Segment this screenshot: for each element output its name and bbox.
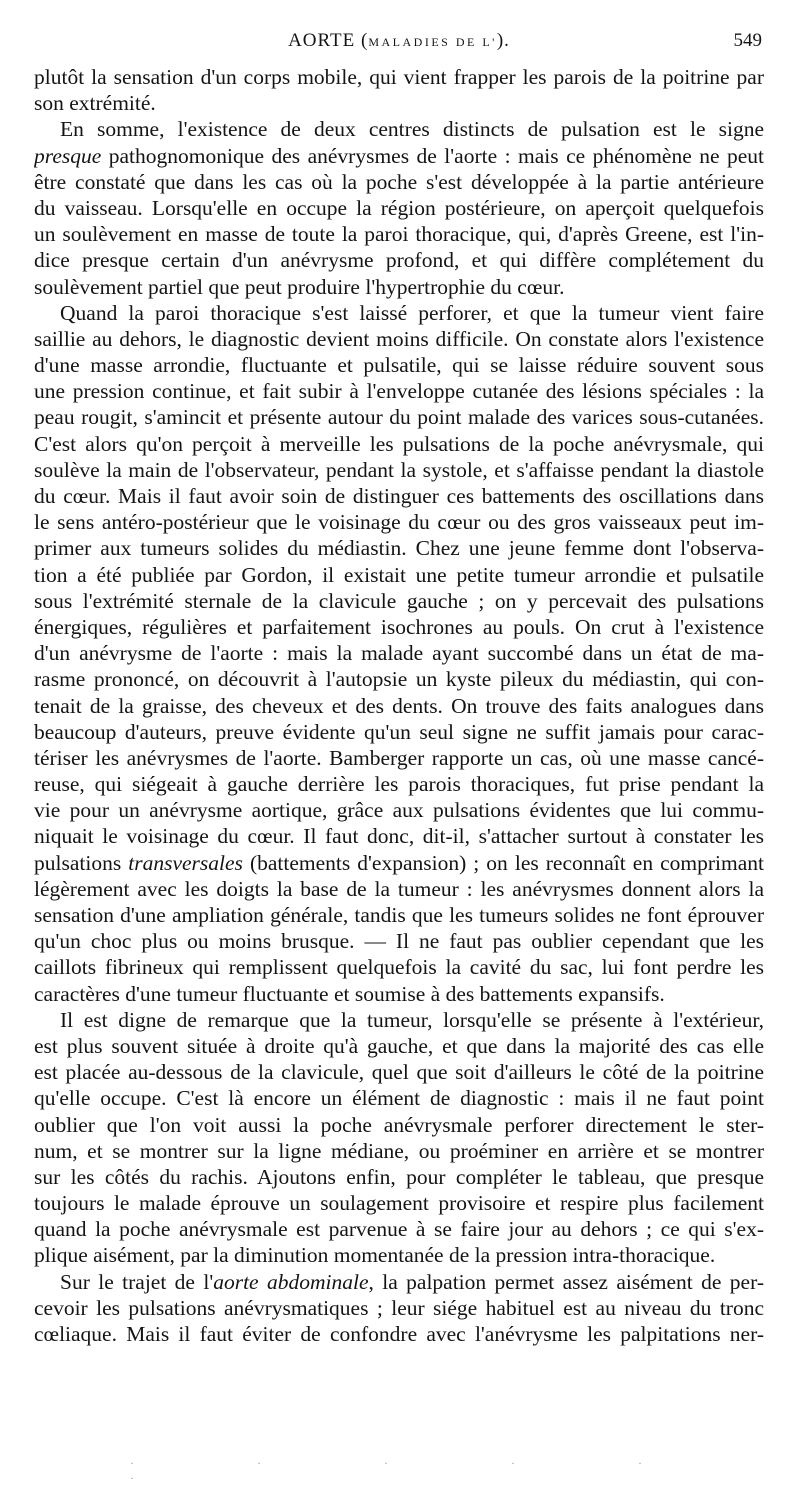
text-line: est plus souvent située à droite qu'à gauche, et que dans la majorité des cas elle <box>34 1033 764 1058</box>
text-line: du vaisseau. Lorsqu'elle en occupe la région postérieure, on aperçoit quelquefois <box>34 195 764 220</box>
text-line: tenait de la graisse, des cheveux et des dents. On trouve des faits analogues dans <box>34 693 764 718</box>
text-line: est placée au-dessous de la clavicule, quel que soit d'ailleurs le côté de la poitrine <box>34 1060 764 1085</box>
text-line: cevoir les pulsations anévrysmatiques ; leur siége habituel est au niveau du tronc <box>34 1295 764 1320</box>
text-line: caillots fibrineux qui remplissent quelquefois la cavité du sac, lui font perdre les <box>34 955 764 980</box>
text-line: une pression continue, et fait subir à l'enveloppe cutanée des lésions spéciales : la <box>34 379 764 404</box>
text-line: Quand la paroi thoracique s'est laissé perforer, et que la tumeur vient faire <box>60 300 764 325</box>
running-title <box>34 30 764 52</box>
text-line: son extrémité. <box>34 91 156 116</box>
text-line: peau rougit, s'amincit et présente autour du point malade des varices sous-cutanées. <box>34 405 764 430</box>
text-line: cœliaque. Mais il faut éviter de confondre avec l'anévrysme les palpitations ner- <box>34 1322 764 1346</box>
text-line: d'un anévrysme de l'aorte : mais la malade ayant succombé dans un état de ma- <box>34 641 764 666</box>
text-line: primer aux tumeurs solides du médiastin. Chez une jeune femme dont l'observa- <box>34 536 764 561</box>
text-line: du cœur. Mais il faut avoir soin de distinguer ces battements des oscillations dans <box>34 484 764 508</box>
text-line: presque pathognomonique des anévrysmes de l'aorte : mais ce phénomène ne peut <box>34 143 764 168</box>
text-line: rasme prononcé, on découvrit à l'autopsie un kyste pileux du médiastin, qui con- <box>34 667 764 692</box>
text-line: Sur le trajet de l'aorte abdominale, la palpation permet assez aisément de per- <box>60 1269 764 1294</box>
text-line: caractères d'une tumeur fluctuante et soumise à des battements expansifs. <box>34 981 665 1006</box>
text-line: qu'un choc plus ou moins brusque. — Il ne faut pas oublier cependant que les <box>34 929 764 954</box>
text-line: un soulèvement en masse de toute la paroi thoracique, qui, d'après Greene, est l'in- <box>34 222 764 247</box>
running-title-close: ). <box>496 30 510 51</box>
text-line: En somme, l'existence de deux centres distincts de pulsation est le signe <box>60 117 764 142</box>
text-line: beaucoup d'auteurs, preuve évidente qu'un seul signe ne suffit jamais pour carac- <box>34 719 764 744</box>
running-title-main: AORTE ( <box>288 30 369 51</box>
running-head <box>34 30 764 60</box>
text-line: niquait le voisinage du cœur. Il faut donc, dit-il, s'attacher surtout à constater les <box>34 824 764 849</box>
text-line: dice presque certain d'un anévrysme profond, et qui diffère complétement du <box>34 248 764 273</box>
text-line: tériser les anévrysmes de l'aorte. Bamberger rapporte un cas, où une masse cancé- <box>34 745 764 770</box>
text-line: pulsations transversales (battements d'expansion) ; on les reconnaît en comprimant <box>34 850 764 875</box>
running-title-smallcaps: MALADIES DE L' <box>368 35 497 49</box>
text-line: énergiques, régulières et parfaitement isochrones au pouls. On crut à l'existence <box>34 614 764 639</box>
text-line: C'est alors qu'on perçoit à merveille les pulsations de la poche anévrysmale, qui <box>34 431 764 456</box>
print-specks: · · · · · · <box>130 1456 702 1485</box>
text-line: toujours le malade éprouve un soulagement provisoire et respire plus facilement <box>34 1191 764 1216</box>
text-line: oublier que l'on voit aussi la poche anévrysmale perforer directement le ster- <box>34 1112 764 1137</box>
text-line: le sens antéro-postérieur que le voisinage du cœur ou des gros vaisseaux peut im- <box>34 510 764 535</box>
text-line: soulève la main de l'observateur, pendant la systole, et s'affaisse pendant la diastole <box>34 457 764 482</box>
text-line: d'une masse arrondie, fluctuante et pulsatile, qui se laisse réduire souvent sous <box>34 353 764 378</box>
text-line: sous l'extrémité sternale de la clavicule gauche ; on y percevait des pulsations <box>34 588 764 613</box>
text-line: sensation d'une ampliation générale, tandis que les tumeurs solides ne font éprouver <box>34 903 764 927</box>
text-line: Il est digne de remarque que la tumeur, lorsqu'elle se présente à l'extérieur, <box>60 1007 764 1032</box>
text-line: sur les côtés du rachis. Ajoutons enfin, pour compléter le tableau, que presque <box>34 1164 764 1189</box>
text-line: soulèvement partiel que peut produire l'hypertrophie du cœur. <box>34 274 565 299</box>
text-line: plique aisément, par la diminution momentanée de la pression intra-thoracique. <box>34 1243 716 1268</box>
text-line: être constaté que dans les cas où la poche s'est développée à la partie antérieure <box>34 169 764 194</box>
text-line: quand la poche anévrysmale est parvenue à se faire jour au dehors ; ce qui s'ex- <box>34 1217 764 1242</box>
text-line: qu'elle occupe. C'est là encore un élément de diagnostic : mais il ne faut point <box>34 1086 764 1111</box>
text-line: tion a été publiée par Gordon, il existait une petite tumeur arrondie et pulsatile <box>34 562 764 587</box>
text-line: reuse, qui siégeait à gauche derrière les parois thoraciques, fut prise pendant la <box>34 772 764 797</box>
page-number: 549 <box>733 30 762 51</box>
text-line: légèrement avec les doigts la base de la tumeur : les anévrysmes donnent alors la <box>34 876 764 901</box>
text-line: vie pour un anévrysme aortique, grâce aux pulsations évidentes que lui commu- <box>34 798 764 823</box>
text-line: plutôt la sensation d'un corps mobile, qui vient frapper les parois de la poitrine par <box>34 65 764 89</box>
text-line: saillie au dehors, le diagnostic devient moins difficile. On constate alors l'existence <box>34 326 764 351</box>
text-line: num, et se montrer sur la ligne médiane, ou proéminer en arrière et se montrer <box>34 1138 764 1163</box>
body-text <box>34 64 764 1347</box>
